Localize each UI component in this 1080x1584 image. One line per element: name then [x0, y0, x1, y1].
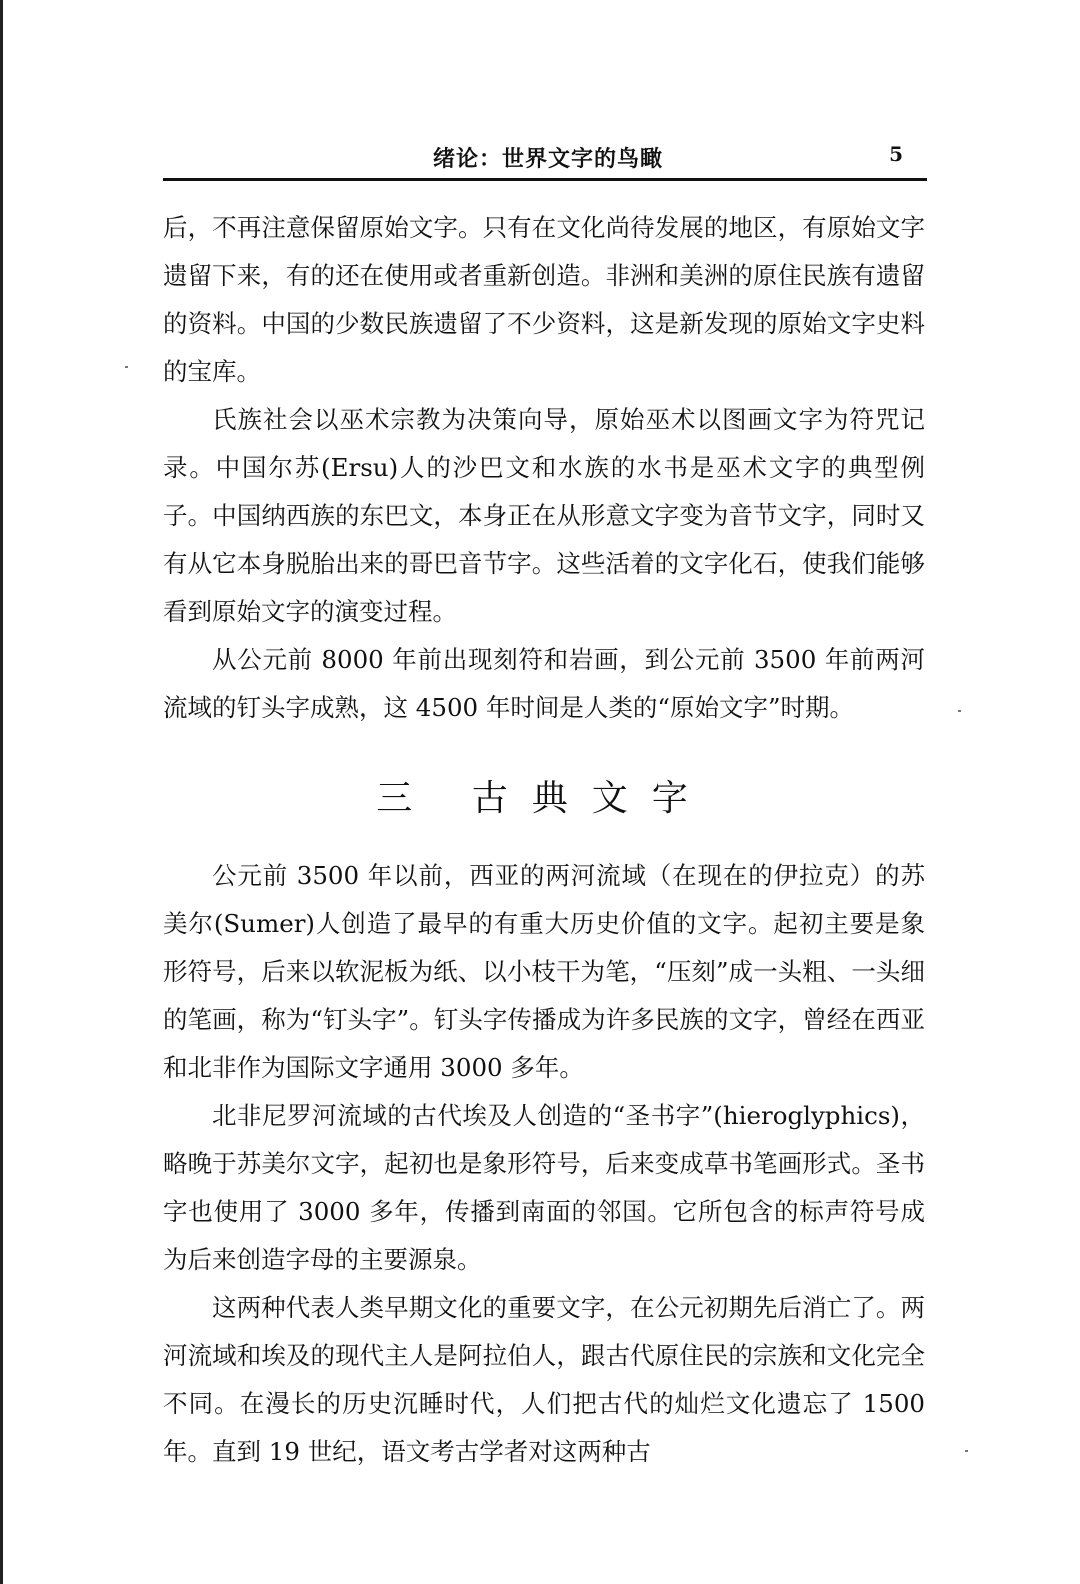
header-rule — [163, 178, 927, 181]
body-text-section-1 — [163, 204, 925, 732]
paragraph: 这两种代表人类早期文化的重要文字，在公元初期先后消亡了。两河流域和埃及的现代主人是阿拉伯人，跟古代原住民的宗族和文化完全不同。在漫长的历史沉睡时代，人们把古代的灿烂文化遗忘了 1500 年。直到 19 世纪，语文考古学者对这两种古 — [163, 1293, 925, 1466]
scan-speck — [965, 1450, 968, 1452]
paragraph: 北非尼罗河流域的古代埃及人创造的“圣书字”(hieroglyphics)，略晚于苏美尔文字，起初也是象形符号，后来变成草书笔画形式。圣书字也使用了 3000 多年，传播到南面的邻国。它所包含的标声符号成为后来创造字母的主要源泉。 — [163, 1101, 925, 1274]
paragraph: 公元前 3500 年以前，西亚的两河流域（在现在的伊拉克）的苏美尔(Sumer)人创造了最早的有重大历史价值的文字。起初主要是象形符号，后来以软泥板为纸、以小枝干为笔，“压刻”成一头粗、一头细的笔画，称为“钉头字”。钉头字传播成为许多民族的文字，曾经在西亚和北非作为国际文字通用 3000 多年。 — [163, 861, 925, 1082]
section-heading: 三 古典文字 — [376, 778, 712, 819]
page-header — [163, 138, 927, 182]
running-title: 绪论：世界文字的鸟瞰 — [433, 146, 664, 172]
scan-speck — [958, 710, 961, 712]
paragraph: 从公元前 8000 年前出现刻符和岩画，到公元前 3500 年前两河流域的钉头字成熟，这 4500 年时间是人类的“原始文字”时期。 — [163, 645, 925, 722]
paragraph: 后，不再注意保留原始文字。只有在文化尚待发展的地区，有原始文字遗留下来，有的还在使用或者重新创造。非洲和美洲的原住民族有遗留的资料。中国的少数民族遗留了不少资料，这是新发现的原始文字史料的宝库。 — [163, 213, 925, 386]
scan-left-border — [0, 0, 3, 1584]
scan-speck — [125, 366, 128, 368]
body-text-section-2 — [163, 852, 925, 1476]
paragraph: 氏族社会以巫术宗教为决策向导，原始巫术以图画文字为符咒记录。中国尔苏(Ersu)人的沙巴文和水族的水书是巫术文字的典型例子。中国纳西族的东巴文，本身正在从形意文字变为音节文字，同时又有从它本身脱胎出来的哥巴音节字。这些活着的文字化石，使我们能够看到原始文字的演变过程。 — [163, 405, 925, 626]
page-number: 5 — [889, 142, 903, 166]
